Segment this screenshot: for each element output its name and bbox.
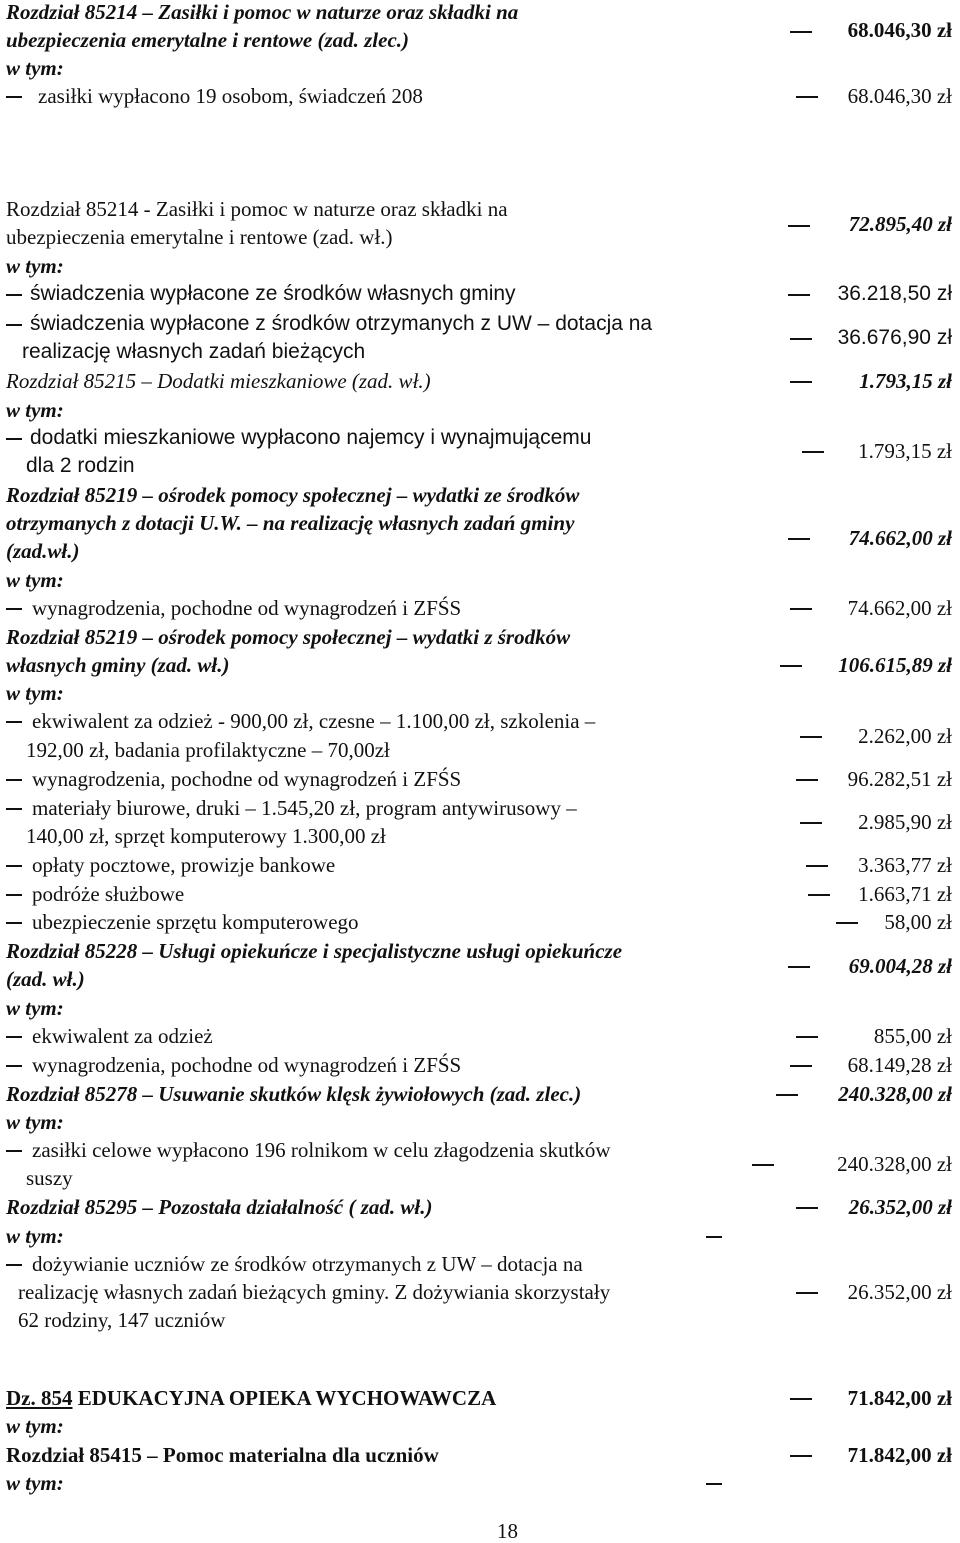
sec4-item1: wynagrodzenia, pochodne od wynagrodzeń i ZFŚS [32,596,462,620]
sec10-amount: 71.842,00 zł [847,1443,952,1467]
dash [790,608,812,610]
sec4-title-line1: Rozdział 85219 – ośrodek pomocy społecznej – wydatki ze środków [6,483,580,507]
sec7-wtym: w tym: [6,1110,64,1134]
sec8-amount: 26.352,00 zł [848,1195,952,1219]
dash [776,1094,798,1096]
dash [788,294,810,296]
sec4-item1-amount: 74.662,00 zł [847,596,952,620]
dash [796,1036,818,1038]
dash [790,1398,812,1400]
dash [796,1207,818,1209]
sec3-title: Rozdział 85215 – Dodatki mieszkaniowe (zad. wł.) [6,369,431,393]
sec4-amount: 74.662,00 zł [848,526,952,550]
sec2-item2-line1: świadczenia wypłacone z środków otrzymanych z UW – dotacja na [30,312,653,335]
dash [790,1065,812,1067]
sec9-dz: Dz. 854 [6,1386,73,1410]
sec8-title: Rozdział 85295 – Pozostała działalność ( zad. wł.) [6,1195,433,1219]
sec5-item2-amount: 96.282,51 zł [847,767,952,791]
dash [6,922,22,924]
dash [6,721,22,723]
sec2-item2-amount: 36.676,90 zł [837,326,952,349]
sec5-item6-amount: 58,00 zł [884,910,952,934]
sec7-item1-line1: zasiłki celowe wypłacono 196 rolnikom w celu złagodzenia skutków [32,1138,611,1162]
dash [802,451,824,453]
dash [706,1483,722,1485]
dash [6,608,22,610]
sec6-item2-amount: 68.149,28 zł [847,1053,952,1077]
dash [790,31,812,33]
sec5-item3-line2: 140,00 zł, sprzęt komputerowy 1.300,00 zł [26,824,386,848]
dash [6,779,22,781]
dash [752,1164,774,1166]
dash [790,381,812,383]
sec3-wtym: w tym: [6,398,64,422]
sec6-wtym: w tym: [6,996,64,1020]
dash [800,736,822,738]
dash [6,96,22,98]
sec5-item1-line1: ekwiwalent za odzież - 900,00 zł, czesne – 1.100,00 zł, szkolenia – [32,709,596,733]
sec9-wtym: w tym: [6,1414,64,1438]
sec3-item1-line2: dla 2 rodzin [26,454,135,477]
sec1-amount: 68.046,30 zł [847,18,952,42]
dash [6,438,22,440]
sec5-title-line1: Rozdział 85219 – ośrodek pomocy społecznej – wydatki z środków [6,625,571,649]
dash [796,96,818,98]
sec2-item2-line2: realizację własnych zadań bieżących [22,340,366,363]
sec4-wtym: w tym: [6,568,64,592]
sec8-item1-amount: 26.352,00 zł [847,1280,952,1304]
dash [806,865,828,867]
sec5-title-line2: własnych gminy (zad. wł.) [6,653,230,677]
sec2-title-line1: Rozdział 85214 - Zasiłki i pomoc w naturze oraz składki na [6,197,508,221]
sec9-title: EDUKACYJNA OPIEKA WYCHOWAWCZA [72,1386,497,1410]
sec6-item2: wynagrodzenia, pochodne od wynagrodzeń i ZFŚS [32,1053,462,1077]
sec9-amount: 71.842,00 zł [847,1386,952,1410]
sec5-item6: ubezpieczenie sprzętu komputerowego [32,910,359,934]
dash [790,1455,812,1457]
dash [796,779,818,781]
sec2-wtym: w tym: [6,254,64,278]
sec4-title-line2: otrzymanych z dotacji U.W. – na realizację własnych zadań gminy [6,511,575,535]
sec1-title-line2: ubezpieczenia emerytalne i rentowe (zad. zlec.) [6,28,410,52]
dash [836,922,858,924]
sec10-title: Rozdział 85415 – Pomoc materialna dla uczniów [6,1443,439,1467]
sec7-item1-amount: 240.328,00 zł [837,1152,952,1176]
dash [788,538,810,540]
sec2-amount: 72.895,40 zł [848,212,952,236]
sec5-item1-amount: 2.262,00 zł [858,724,952,748]
sec5-item3-amount: 2.985,90 zł [858,810,952,834]
sec1-title-line1: Rozdział 85214 – Zasiłki i pomoc w naturze oraz składki na [6,0,519,24]
sec2-title-line2: ubezpieczenia emerytalne i rentowe (zad. wł.) [6,225,393,249]
sec5-amount: 106.615,89 zł [838,653,952,677]
page-number: 18 [497,1519,518,1543]
sec3-amount: 1.793,15 zł [859,369,952,393]
sec1-wtym: w tym: [6,56,64,80]
sec6-amount: 69.004,28 zł [848,954,952,978]
sec5-item4-amount: 3.363,77 zł [858,853,952,877]
sec5-item1-line2: 192,00 zł, badania profilaktyczne – 70,00zł [26,738,390,762]
sec8-item1-line1: dożywianie uczniów ze środków otrzymanych z UW – dotacja na [32,1252,583,1276]
sec8-item1-line3: 62 rodziny, 147 uczniów [18,1308,226,1332]
sec2-item1-amount: 36.218,50 zł [837,282,952,305]
sec5-item3-line1: materiały biurowe, druki – 1.545,20 zł, program antywirusowy – [32,796,577,820]
sec5-item5-amount: 1.663,71 zł [858,882,952,906]
dash [788,966,810,968]
dash [808,894,830,896]
dash [6,865,22,867]
sec5-wtym: w tym: [6,681,64,705]
sec6-item1: ekwiwalent za odzież [32,1024,213,1048]
sec6-title-line1: Rozdział 85228 – Usługi opiekuńcze i specjalistyczne usługi opiekuńcze [6,939,623,963]
dash [6,1036,22,1038]
sec7-item1-line2: suszy [26,1166,73,1190]
dash [6,1264,22,1266]
sec9-heading [6,1386,496,1410]
sec5-item4: opłaty pocztowe, prowizje bankowe [32,853,336,877]
sec5-item5: podróże służbowe [32,882,185,906]
sec2-item1: świadczenia wypłacone ze środków własnych gminy [30,282,516,305]
sec1-item1: zasiłki wypłacono 19 osobom, świadczeń 208 [38,84,423,108]
dash [788,225,810,227]
dash [6,894,22,896]
dash [6,294,22,296]
dash [790,338,812,340]
sec1-item1-amount: 68.046,30 zł [847,84,952,108]
sec4-title-line3: (zad.wł.) [6,539,80,563]
dash [6,1065,22,1067]
sec8-wtym: w tym: [6,1224,64,1248]
sec6-item1-amount: 855,00 zł [873,1024,952,1048]
sec6-title-line2: (zad. wł.) [6,967,85,991]
sec7-amount: 240.328,00 zł [838,1082,952,1106]
dash [780,665,802,667]
dash [800,822,822,824]
dash [6,808,22,810]
sec7-title: Rozdział 85278 – Usuwanie skutków klęsk żywiołowych (zad. zlec.) [6,1082,582,1106]
sec5-item2: wynagrodzenia, pochodne od wynagrodzeń i ZFŚS [32,767,462,791]
sec3-item1-line1: dodatki mieszkaniowe wypłacono najemcy i wynajmującemu [30,426,592,449]
dash [796,1292,818,1294]
dash [706,1236,722,1238]
sec3-item1-amount: 1.793,15 zł [858,439,952,463]
sec10-wtym: w tym: [6,1471,64,1495]
sec8-item1-line2: realizację własnych zadań bieżących gminy. Z dożywiania skorzystały [18,1280,611,1304]
dash [6,324,22,326]
dash [6,1150,22,1152]
